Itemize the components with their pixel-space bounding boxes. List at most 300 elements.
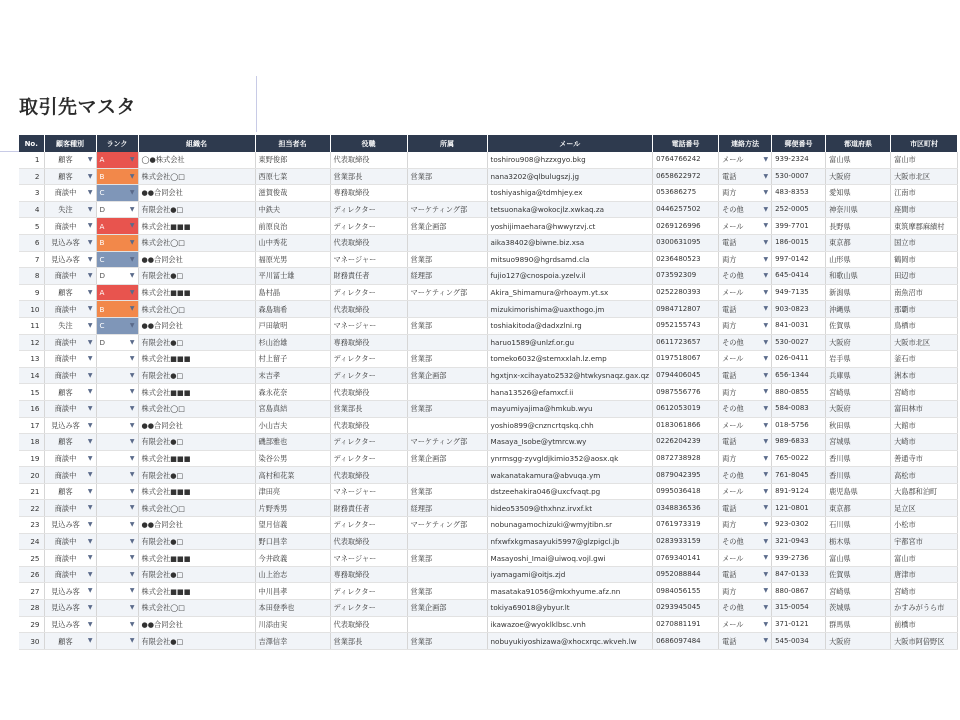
cell-rank[interactable] — [96, 384, 138, 401]
cell-zip[interactable] — [772, 185, 826, 202]
cell-city[interactable] — [891, 351, 958, 368]
cell-city[interactable] — [891, 583, 958, 600]
cell-method[interactable] — [719, 550, 772, 567]
cell-title[interactable] — [330, 400, 407, 417]
dropdown-chevron-icon[interactable]: ▼ — [129, 189, 135, 197]
column-header-method[interactable]: 連絡方法 — [719, 135, 772, 152]
cell-kind[interactable] — [44, 301, 96, 318]
cell-pref[interactable] — [826, 351, 891, 368]
cell-title[interactable] — [330, 566, 407, 583]
cell-org[interactable] — [138, 152, 255, 168]
cell-dept[interactable] — [407, 168, 487, 185]
cell-org[interactable] — [138, 317, 255, 334]
cell-mail[interactable] — [487, 450, 653, 467]
cell-org[interactable] — [138, 384, 255, 401]
dropdown-chevron-icon[interactable]: ▼ — [763, 371, 769, 379]
cell-rank[interactable] — [96, 434, 138, 451]
dropdown-chevron-icon[interactable]: ▼ — [129, 255, 135, 263]
cell-org[interactable] — [138, 301, 255, 318]
dropdown-chevron-icon[interactable]: ▼ — [763, 205, 769, 213]
dropdown-chevron-icon[interactable]: ▼ — [763, 454, 769, 462]
cell-method[interactable] — [719, 317, 772, 334]
cell-title[interactable] — [330, 367, 407, 384]
cell-tel[interactable] — [653, 384, 719, 401]
cell-rank[interactable] — [96, 533, 138, 550]
dropdown-chevron-icon[interactable]: ▼ — [129, 554, 135, 562]
dropdown-chevron-icon[interactable]: ▼ — [87, 570, 93, 578]
cell-dept[interactable] — [407, 317, 487, 334]
column-header-kind[interactable]: 顧客種別 — [44, 135, 96, 152]
cell-mail[interactable] — [487, 251, 653, 268]
cell-org[interactable] — [138, 334, 255, 351]
cell-pref[interactable] — [826, 616, 891, 633]
cell-mail[interactable] — [487, 616, 653, 633]
cell-method[interactable] — [719, 400, 772, 417]
column-header-city[interactable]: 市区町村 — [891, 135, 958, 152]
column-header-rank[interactable]: ランク — [96, 135, 138, 152]
cell-dept[interactable] — [407, 434, 487, 451]
cell-no[interactable] — [19, 201, 44, 218]
dropdown-chevron-icon[interactable]: ▼ — [129, 388, 135, 396]
cell-mail[interactable] — [487, 633, 653, 650]
cell-kind[interactable] — [44, 517, 96, 534]
cell-no[interactable] — [19, 434, 44, 451]
cell-mail[interactable] — [487, 583, 653, 600]
cell-mail[interactable] — [487, 152, 653, 168]
cell-mail[interactable] — [487, 185, 653, 202]
dropdown-chevron-icon[interactable]: ▼ — [129, 305, 135, 313]
cell-dept[interactable] — [407, 500, 487, 517]
cell-person[interactable] — [255, 218, 330, 235]
cell-city[interactable] — [891, 201, 958, 218]
cell-title[interactable] — [330, 301, 407, 318]
cell-kind[interactable] — [44, 384, 96, 401]
cell-method[interactable] — [719, 467, 772, 484]
dropdown-chevron-icon[interactable]: ▼ — [87, 587, 93, 595]
cell-city[interactable] — [891, 234, 958, 251]
cell-tel[interactable] — [653, 467, 719, 484]
cell-rank[interactable] — [96, 500, 138, 517]
cell-zip[interactable] — [772, 218, 826, 235]
cell-title[interactable] — [330, 234, 407, 251]
cell-title[interactable] — [330, 633, 407, 650]
dropdown-chevron-icon[interactable]: ▼ — [763, 620, 769, 628]
cell-person[interactable] — [255, 434, 330, 451]
dropdown-chevron-icon[interactable]: ▼ — [129, 288, 135, 296]
dropdown-chevron-icon[interactable]: ▼ — [129, 454, 135, 462]
cell-rank[interactable] — [96, 616, 138, 633]
cell-pref[interactable] — [826, 483, 891, 500]
cell-city[interactable] — [891, 384, 958, 401]
cell-city[interactable] — [891, 600, 958, 617]
cell-mail[interactable] — [487, 434, 653, 451]
cell-person[interactable] — [255, 483, 330, 500]
cell-rank[interactable] — [96, 417, 138, 434]
dropdown-chevron-icon[interactable]: ▼ — [87, 637, 93, 645]
cell-tel[interactable] — [653, 251, 719, 268]
cell-kind[interactable] — [44, 268, 96, 285]
cell-dept[interactable] — [407, 583, 487, 600]
cell-tel[interactable] — [653, 633, 719, 650]
cell-rank[interactable] — [96, 301, 138, 318]
dropdown-chevron-icon[interactable]: ▼ — [87, 421, 93, 429]
dropdown-chevron-icon[interactable]: ▼ — [763, 388, 769, 396]
cell-dept[interactable] — [407, 218, 487, 235]
dropdown-chevron-icon[interactable]: ▼ — [129, 355, 135, 363]
dropdown-chevron-icon[interactable]: ▼ — [763, 471, 769, 479]
cell-mail[interactable] — [487, 301, 653, 318]
cell-dept[interactable] — [407, 616, 487, 633]
cell-pref[interactable] — [826, 566, 891, 583]
cell-method[interactable] — [719, 185, 772, 202]
cell-zip[interactable] — [772, 367, 826, 384]
dropdown-chevron-icon[interactable]: ▼ — [129, 238, 135, 246]
cell-zip[interactable] — [772, 317, 826, 334]
cell-tel[interactable] — [653, 550, 719, 567]
dropdown-chevron-icon[interactable]: ▼ — [763, 570, 769, 578]
cell-no[interactable] — [19, 400, 44, 417]
cell-kind[interactable] — [44, 400, 96, 417]
cell-pref[interactable] — [826, 251, 891, 268]
cell-mail[interactable] — [487, 483, 653, 500]
cell-dept[interactable] — [407, 201, 487, 218]
cell-person[interactable] — [255, 168, 330, 185]
cell-no[interactable] — [19, 533, 44, 550]
column-header-mail[interactable]: メール — [487, 135, 653, 152]
cell-org[interactable] — [138, 633, 255, 650]
cell-method[interactable] — [719, 218, 772, 235]
cell-city[interactable] — [891, 483, 958, 500]
cell-dept[interactable] — [407, 234, 487, 251]
cell-city[interactable] — [891, 301, 958, 318]
cell-tel[interactable] — [653, 334, 719, 351]
cell-tel[interactable] — [653, 168, 719, 185]
dropdown-chevron-icon[interactable]: ▼ — [129, 172, 135, 180]
cell-kind[interactable] — [44, 633, 96, 650]
cell-org[interactable] — [138, 483, 255, 500]
dropdown-chevron-icon[interactable]: ▼ — [87, 321, 93, 329]
cell-pref[interactable] — [826, 500, 891, 517]
dropdown-chevron-icon[interactable]: ▼ — [763, 404, 769, 412]
cell-person[interactable] — [255, 351, 330, 368]
column-header-pref[interactable]: 都道府県 — [826, 135, 891, 152]
cell-tel[interactable] — [653, 583, 719, 600]
cell-kind[interactable] — [44, 550, 96, 567]
cell-rank[interactable] — [96, 168, 138, 185]
cell-tel[interactable] — [653, 234, 719, 251]
cell-org[interactable] — [138, 284, 255, 301]
cell-city[interactable] — [891, 616, 958, 633]
cell-kind[interactable] — [44, 616, 96, 633]
cell-title[interactable] — [330, 483, 407, 500]
dropdown-chevron-icon[interactable]: ▼ — [87, 554, 93, 562]
dropdown-chevron-icon[interactable]: ▼ — [87, 620, 93, 628]
cell-tel[interactable] — [653, 566, 719, 583]
cell-kind[interactable] — [44, 251, 96, 268]
cell-pref[interactable] — [826, 533, 891, 550]
cell-title[interactable] — [330, 384, 407, 401]
cell-zip[interactable] — [772, 600, 826, 617]
cell-dept[interactable] — [407, 334, 487, 351]
cell-person[interactable] — [255, 400, 330, 417]
cell-city[interactable] — [891, 633, 958, 650]
cell-mail[interactable] — [487, 550, 653, 567]
cell-mail[interactable] — [487, 517, 653, 534]
cell-method[interactable] — [719, 500, 772, 517]
dropdown-chevron-icon[interactable]: ▼ — [763, 637, 769, 645]
cell-zip[interactable] — [772, 517, 826, 534]
dropdown-chevron-icon[interactable]: ▼ — [763, 587, 769, 595]
cell-kind[interactable] — [44, 185, 96, 202]
dropdown-chevron-icon[interactable]: ▼ — [763, 487, 769, 495]
cell-org[interactable] — [138, 600, 255, 617]
cell-org[interactable] — [138, 201, 255, 218]
cell-person[interactable] — [255, 185, 330, 202]
cell-pref[interactable] — [826, 384, 891, 401]
cell-dept[interactable] — [407, 301, 487, 318]
cell-rank[interactable] — [96, 400, 138, 417]
cell-kind[interactable] — [44, 434, 96, 451]
cell-tel[interactable] — [653, 201, 719, 218]
dropdown-chevron-icon[interactable]: ▼ — [763, 189, 769, 197]
cell-rank[interactable] — [96, 268, 138, 285]
dropdown-chevron-icon[interactable]: ▼ — [87, 222, 93, 230]
cell-method[interactable] — [719, 633, 772, 650]
cell-pref[interactable] — [826, 633, 891, 650]
cell-no[interactable] — [19, 367, 44, 384]
cell-no[interactable] — [19, 517, 44, 534]
cell-org[interactable] — [138, 583, 255, 600]
cell-title[interactable] — [330, 268, 407, 285]
cell-method[interactable] — [719, 450, 772, 467]
cell-rank[interactable] — [96, 566, 138, 583]
cell-city[interactable] — [891, 317, 958, 334]
cell-pref[interactable] — [826, 234, 891, 251]
cell-title[interactable] — [330, 218, 407, 235]
cell-city[interactable] — [891, 434, 958, 451]
cell-pref[interactable] — [826, 168, 891, 185]
cell-title[interactable] — [330, 600, 407, 617]
cell-rank[interactable] — [96, 351, 138, 368]
cell-mail[interactable] — [487, 500, 653, 517]
cell-no[interactable] — [19, 616, 44, 633]
cell-org[interactable] — [138, 550, 255, 567]
cell-pref[interactable] — [826, 268, 891, 285]
cell-kind[interactable] — [44, 317, 96, 334]
cell-kind[interactable] — [44, 334, 96, 351]
dropdown-chevron-icon[interactable]: ▼ — [87, 205, 93, 213]
cell-zip[interactable] — [772, 234, 826, 251]
cell-org[interactable] — [138, 251, 255, 268]
cell-no[interactable] — [19, 417, 44, 434]
cell-person[interactable] — [255, 500, 330, 517]
cell-dept[interactable] — [407, 251, 487, 268]
cell-org[interactable] — [138, 500, 255, 517]
dropdown-chevron-icon[interactable]: ▼ — [763, 355, 769, 363]
cell-city[interactable] — [891, 284, 958, 301]
cell-method[interactable] — [719, 301, 772, 318]
dropdown-chevron-icon[interactable]: ▼ — [87, 537, 93, 545]
cell-person[interactable] — [255, 251, 330, 268]
column-header-title[interactable]: 役職 — [330, 135, 407, 152]
cell-org[interactable] — [138, 467, 255, 484]
dropdown-chevron-icon[interactable]: ▼ — [87, 272, 93, 280]
cell-mail[interactable] — [487, 234, 653, 251]
cell-tel[interactable] — [653, 500, 719, 517]
dropdown-chevron-icon[interactable]: ▼ — [763, 305, 769, 313]
cell-method[interactable] — [719, 384, 772, 401]
cell-pref[interactable] — [826, 185, 891, 202]
cell-no[interactable] — [19, 483, 44, 500]
cell-kind[interactable] — [44, 218, 96, 235]
cell-kind[interactable] — [44, 583, 96, 600]
cell-org[interactable] — [138, 616, 255, 633]
cell-method[interactable] — [719, 168, 772, 185]
cell-kind[interactable] — [44, 152, 96, 168]
cell-no[interactable] — [19, 317, 44, 334]
cell-pref[interactable] — [826, 400, 891, 417]
cell-kind[interactable] — [44, 201, 96, 218]
cell-mail[interactable] — [487, 317, 653, 334]
cell-dept[interactable] — [407, 450, 487, 467]
cell-dept[interactable] — [407, 351, 487, 368]
cell-person[interactable] — [255, 417, 330, 434]
cell-no[interactable] — [19, 384, 44, 401]
cell-method[interactable] — [719, 367, 772, 384]
cell-tel[interactable] — [653, 517, 719, 534]
cell-no[interactable] — [19, 450, 44, 467]
cell-tel[interactable] — [653, 600, 719, 617]
dropdown-chevron-icon[interactable]: ▼ — [763, 438, 769, 446]
cell-person[interactable] — [255, 633, 330, 650]
dropdown-chevron-icon[interactable]: ▼ — [87, 371, 93, 379]
cell-tel[interactable] — [653, 367, 719, 384]
cell-pref[interactable] — [826, 550, 891, 567]
cell-rank[interactable] — [96, 367, 138, 384]
cell-method[interactable] — [719, 583, 772, 600]
dropdown-chevron-icon[interactable]: ▼ — [129, 604, 135, 612]
cell-no[interactable] — [19, 500, 44, 517]
cell-title[interactable] — [330, 583, 407, 600]
dropdown-chevron-icon[interactable]: ▼ — [763, 521, 769, 529]
cell-dept[interactable] — [407, 185, 487, 202]
cell-title[interactable] — [330, 168, 407, 185]
cell-rank[interactable] — [96, 284, 138, 301]
cell-mail[interactable] — [487, 600, 653, 617]
cell-person[interactable] — [255, 334, 330, 351]
dropdown-chevron-icon[interactable]: ▼ — [129, 421, 135, 429]
cell-kind[interactable] — [44, 417, 96, 434]
cell-kind[interactable] — [44, 284, 96, 301]
cell-method[interactable] — [719, 434, 772, 451]
cell-title[interactable] — [330, 317, 407, 334]
cell-person[interactable] — [255, 384, 330, 401]
dropdown-chevron-icon[interactable]: ▼ — [87, 255, 93, 263]
cell-title[interactable] — [330, 284, 407, 301]
dropdown-chevron-icon[interactable]: ▼ — [129, 620, 135, 628]
cell-city[interactable] — [891, 450, 958, 467]
cell-zip[interactable] — [772, 616, 826, 633]
cell-rank[interactable] — [96, 317, 138, 334]
dropdown-chevron-icon[interactable]: ▼ — [763, 537, 769, 545]
dropdown-chevron-icon[interactable]: ▼ — [87, 454, 93, 462]
cell-title[interactable] — [330, 434, 407, 451]
dropdown-chevron-icon[interactable]: ▼ — [763, 421, 769, 429]
cell-no[interactable] — [19, 633, 44, 650]
dropdown-chevron-icon[interactable]: ▼ — [763, 554, 769, 562]
cell-tel[interactable] — [653, 400, 719, 417]
cell-tel[interactable] — [653, 351, 719, 368]
cell-org[interactable] — [138, 400, 255, 417]
cell-method[interactable] — [719, 251, 772, 268]
cell-org[interactable] — [138, 185, 255, 202]
dropdown-chevron-icon[interactable]: ▼ — [87, 604, 93, 612]
cell-zip[interactable] — [772, 633, 826, 650]
cell-tel[interactable] — [653, 616, 719, 633]
cell-rank[interactable] — [96, 152, 138, 168]
cell-kind[interactable] — [44, 168, 96, 185]
cell-zip[interactable] — [772, 450, 826, 467]
dropdown-chevron-icon[interactable]: ▼ — [87, 438, 93, 446]
column-header-zip[interactable]: 郵便番号 — [772, 135, 826, 152]
dropdown-chevron-icon[interactable]: ▼ — [87, 504, 93, 512]
dropdown-chevron-icon[interactable]: ▼ — [87, 388, 93, 396]
cell-kind[interactable] — [44, 367, 96, 384]
cell-title[interactable] — [330, 550, 407, 567]
cell-person[interactable] — [255, 600, 330, 617]
column-header-person[interactable]: 担当者名 — [255, 135, 330, 152]
cell-tel[interactable] — [653, 533, 719, 550]
cell-city[interactable] — [891, 367, 958, 384]
dropdown-chevron-icon[interactable]: ▼ — [763, 222, 769, 230]
cell-no[interactable] — [19, 351, 44, 368]
dropdown-chevron-icon[interactable]: ▼ — [763, 156, 769, 163]
cell-no[interactable] — [19, 284, 44, 301]
dropdown-chevron-icon[interactable]: ▼ — [87, 355, 93, 363]
cell-title[interactable] — [330, 201, 407, 218]
dropdown-chevron-icon[interactable]: ▼ — [87, 238, 93, 246]
cell-dept[interactable] — [407, 268, 487, 285]
cell-city[interactable] — [891, 251, 958, 268]
cell-pref[interactable] — [826, 317, 891, 334]
cell-mail[interactable] — [487, 467, 653, 484]
cell-pref[interactable] — [826, 201, 891, 218]
cell-zip[interactable] — [772, 168, 826, 185]
dropdown-chevron-icon[interactable]: ▼ — [87, 404, 93, 412]
cell-kind[interactable] — [44, 600, 96, 617]
dropdown-chevron-icon[interactable]: ▼ — [87, 156, 93, 163]
cell-pref[interactable] — [826, 467, 891, 484]
cell-method[interactable] — [719, 334, 772, 351]
cell-city[interactable] — [891, 168, 958, 185]
cell-org[interactable] — [138, 218, 255, 235]
cell-method[interactable] — [719, 616, 772, 633]
cell-tel[interactable] — [653, 317, 719, 334]
cell-tel[interactable] — [653, 450, 719, 467]
cell-dept[interactable] — [407, 467, 487, 484]
cell-tel[interactable] — [653, 301, 719, 318]
dropdown-chevron-icon[interactable]: ▼ — [129, 404, 135, 412]
cell-dept[interactable] — [407, 550, 487, 567]
column-header-org[interactable]: 組織名 — [138, 135, 255, 152]
cell-kind[interactable] — [44, 566, 96, 583]
cell-zip[interactable] — [772, 467, 826, 484]
cell-title[interactable] — [330, 251, 407, 268]
dropdown-chevron-icon[interactable]: ▼ — [129, 521, 135, 529]
cell-city[interactable] — [891, 334, 958, 351]
cell-rank[interactable] — [96, 450, 138, 467]
cell-no[interactable] — [19, 467, 44, 484]
